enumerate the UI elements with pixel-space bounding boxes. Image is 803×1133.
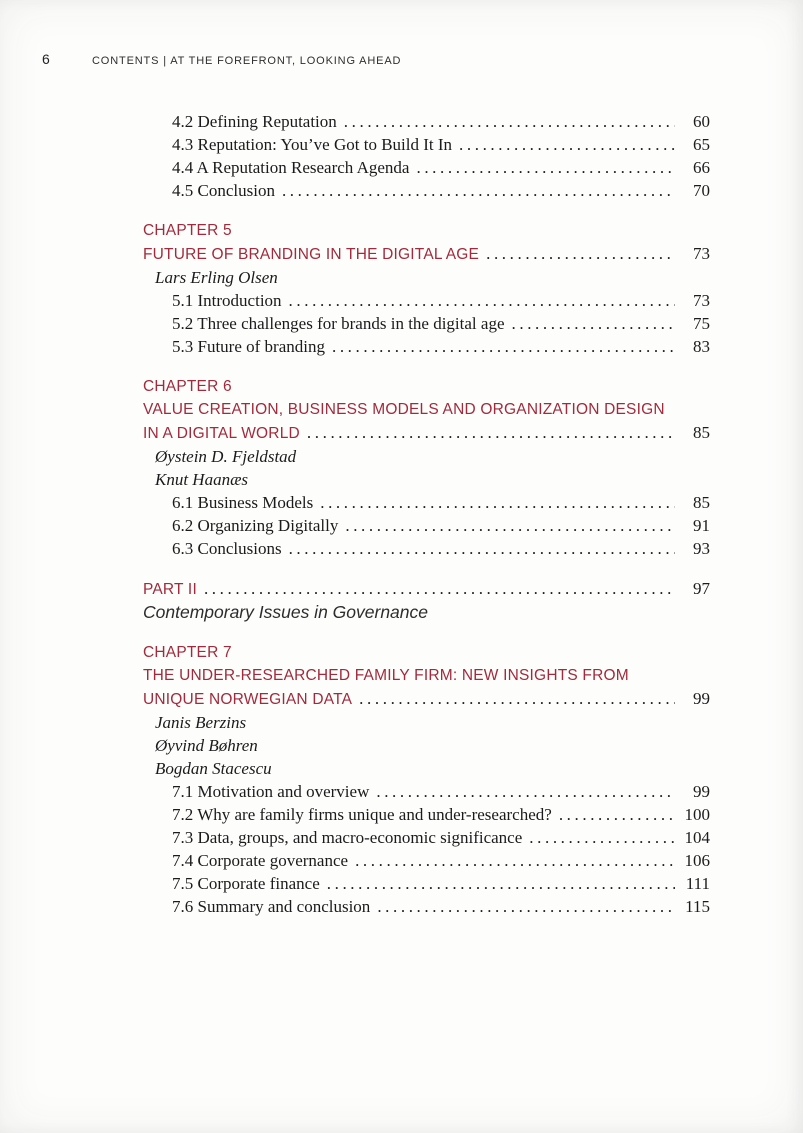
dot-leader bbox=[289, 537, 675, 560]
toc-entry bbox=[143, 110, 710, 133]
page-ref: 66 bbox=[693, 158, 710, 177]
entry-label: Lars Erling Olsen bbox=[155, 268, 278, 287]
dot-leader bbox=[486, 242, 675, 265]
entry-label: THE UNDER-RESEARCHED FAMILY FIRM: NEW INSIGHTS FROM bbox=[143, 667, 629, 684]
entry-label: PART II bbox=[143, 581, 197, 598]
toc-entry bbox=[143, 179, 710, 202]
dot-leader bbox=[559, 803, 675, 826]
entry-label: Bogdan Stacescu bbox=[155, 759, 272, 778]
toc-entry bbox=[143, 289, 710, 312]
entry-label: Øyvind Bøhren bbox=[155, 736, 258, 755]
entry-label: Knut Haanæs bbox=[155, 470, 249, 489]
toc-entry bbox=[143, 335, 710, 358]
toc-entry bbox=[143, 826, 710, 849]
entry-label: 6.3 Conclusions bbox=[172, 539, 282, 558]
entry-label: Contemporary Issues in Governance bbox=[143, 602, 428, 622]
entry-label: 4.3 Reputation: You’ve Got to Build It In bbox=[172, 135, 453, 154]
dot-leader bbox=[307, 421, 675, 444]
dot-leader bbox=[377, 895, 675, 918]
entry-label: CHAPTER 7 bbox=[143, 644, 232, 661]
author-name bbox=[143, 734, 710, 757]
chapter-title bbox=[143, 421, 710, 445]
dot-leader bbox=[512, 312, 676, 335]
toc-block bbox=[143, 641, 710, 918]
entry-label: IN A DIGITAL WORLD bbox=[143, 425, 300, 442]
page-ref: 93 bbox=[693, 539, 710, 558]
entry-label: 7.1 Motivation and overview bbox=[172, 782, 370, 801]
entry-label: 7.2 Why are family firms unique and under-researched? bbox=[172, 805, 552, 824]
entry-label: VALUE CREATION, BUSINESS MODELS AND ORGANIZATION DESIGN bbox=[143, 401, 665, 418]
author-name bbox=[143, 757, 710, 780]
page-ref: 111 bbox=[685, 874, 710, 893]
dot-leader bbox=[204, 577, 675, 600]
entry-label: 6.2 Organizing Digitally bbox=[172, 516, 339, 535]
dot-leader bbox=[359, 687, 675, 710]
toc-block bbox=[143, 577, 710, 624]
toc-block bbox=[143, 219, 710, 358]
dot-leader bbox=[416, 156, 675, 179]
entry-label: CHAPTER 6 bbox=[143, 378, 232, 395]
page-ref: 73 bbox=[693, 244, 710, 263]
toc-block bbox=[143, 375, 710, 560]
dot-leader bbox=[355, 849, 675, 872]
chapter-title bbox=[143, 664, 710, 687]
toc-entry bbox=[143, 780, 710, 803]
page-ref: 75 bbox=[693, 314, 710, 333]
entry-label: FUTURE OF BRANDING IN THE DIGITAL AGE bbox=[143, 246, 480, 263]
entry-label: 5.1 Introduction bbox=[172, 291, 282, 310]
page-ref: 97 bbox=[693, 579, 710, 598]
page-ref: 104 bbox=[684, 828, 710, 847]
entry-label: 7.4 Corporate governance bbox=[172, 851, 349, 870]
toc-block bbox=[143, 110, 710, 202]
entry-label: 4.2 Defining Reputation bbox=[172, 112, 337, 131]
dot-leader bbox=[376, 780, 675, 803]
folio-page-number: 6 bbox=[42, 51, 50, 67]
running-header: CONTENTS | AT THE FOREFRONT, LOOKING AHEAD bbox=[92, 55, 402, 67]
page-ref: 115 bbox=[685, 897, 710, 916]
author-name bbox=[143, 468, 710, 491]
toc-entry bbox=[143, 156, 710, 179]
dot-leader bbox=[289, 289, 675, 312]
dot-leader bbox=[459, 133, 675, 156]
page-ref: 60 bbox=[693, 112, 710, 131]
dot-leader bbox=[282, 179, 675, 202]
page-ref: 85 bbox=[693, 423, 710, 442]
toc-entry bbox=[143, 803, 710, 826]
chapter-title bbox=[143, 687, 710, 711]
chapter-title bbox=[143, 398, 710, 421]
entry-label: 5.2 Three challenges for brands in the digital age bbox=[172, 314, 505, 333]
page-ref: 100 bbox=[684, 805, 710, 824]
entry-label: CHAPTER 5 bbox=[143, 222, 232, 239]
dot-leader bbox=[529, 826, 675, 849]
page-ref: 99 bbox=[693, 782, 710, 801]
page-ref: 106 bbox=[684, 851, 710, 870]
author-name bbox=[143, 711, 710, 734]
entry-label: 7.5 Corporate finance bbox=[172, 874, 320, 893]
dot-leader bbox=[344, 110, 675, 133]
entry-label: 7.3 Data, groups, and macro-economic significance bbox=[172, 828, 523, 847]
page-ref: 85 bbox=[693, 493, 710, 512]
entry-label: UNIQUE NORWEGIAN DATA bbox=[143, 691, 353, 708]
page-ref: 91 bbox=[693, 516, 710, 535]
part-heading bbox=[143, 577, 710, 601]
chapter-label bbox=[143, 219, 710, 242]
chapter-title bbox=[143, 242, 710, 266]
dot-leader bbox=[320, 491, 675, 514]
toc-entry bbox=[143, 537, 710, 560]
toc-entry bbox=[143, 491, 710, 514]
dot-leader bbox=[327, 872, 675, 895]
part-subtitle bbox=[143, 601, 710, 624]
author-name bbox=[143, 445, 710, 468]
entry-label: 7.6 Summary and conclusion bbox=[172, 897, 371, 916]
page-ref: 99 bbox=[693, 689, 710, 708]
toc-entry bbox=[143, 895, 710, 918]
entry-label: Janis Berzins bbox=[155, 713, 247, 732]
toc-entry bbox=[143, 872, 710, 895]
entry-label: 4.4 A Reputation Research Agenda bbox=[172, 158, 410, 177]
entry-label: 5.3 Future of branding bbox=[172, 337, 325, 356]
entry-label: 4.5 Conclusion bbox=[172, 181, 275, 200]
page-ref: 65 bbox=[693, 135, 710, 154]
chapter-label bbox=[143, 641, 710, 664]
entry-label: Øystein D. Fjeldstad bbox=[155, 447, 297, 466]
dot-leader bbox=[345, 514, 675, 537]
toc-entry bbox=[143, 514, 710, 537]
author-name bbox=[143, 266, 710, 289]
dot-leader bbox=[332, 335, 675, 358]
chapter-label bbox=[143, 375, 710, 398]
page-ref: 70 bbox=[693, 181, 710, 200]
entry-label: 6.1 Business Models bbox=[172, 493, 314, 512]
toc-entry bbox=[143, 849, 710, 872]
toc-entry bbox=[143, 312, 710, 335]
page-ref: 73 bbox=[693, 291, 710, 310]
toc-entry bbox=[143, 133, 710, 156]
table-of-contents bbox=[143, 110, 710, 918]
page-ref: 83 bbox=[693, 337, 710, 356]
